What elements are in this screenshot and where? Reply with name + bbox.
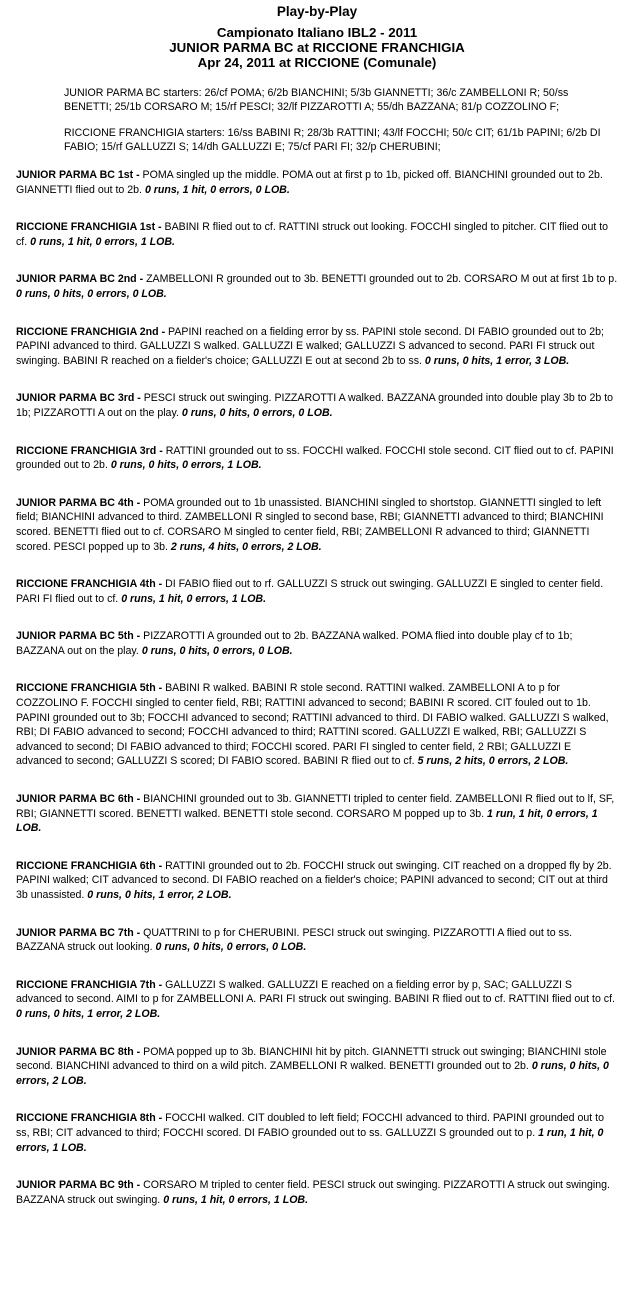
document-header bbox=[16, 4, 618, 70]
inning-summary: 0 runs, 1 hit, 0 errors, 1 LOB. bbox=[121, 592, 267, 605]
inning-team-label: RICCIONE FRANCHIGIA 6th - bbox=[16, 859, 166, 872]
inning-entry bbox=[16, 1178, 618, 1207]
inning-entry bbox=[16, 1111, 618, 1155]
inning-plays: CORSARO M tripled to center field. PESCI struck out swinging. PIZZAROTTI A struck out swinging. BAZZANA struck out swinging. bbox=[16, 1179, 610, 1206]
inning-entry bbox=[16, 168, 618, 197]
matchup-title: JUNIOR PARMA BC at RICCIONE FRANCHIGIA bbox=[169, 40, 465, 55]
inning-team-label: JUNIOR PARMA BC 7th - bbox=[16, 926, 144, 939]
inning-plays: GALLUZZI S walked. GALLUZZI E reached on a fielding error by p, SAC; GALLUZZI S advanced to second. AIMI to p for ZAMBELLONI A. PARI FI struck out swinging. BABINI R flied out to cf. RATTINI flied out to cf. bbox=[16, 978, 615, 1006]
inning-summary: 0 runs, 0 hits, 0 errors, 0 LOB. bbox=[155, 941, 307, 954]
inning-team-label: RICCIONE FRANCHIGIA 4th - bbox=[16, 578, 166, 591]
inning-plays: RATTINI grounded out to ss. FOCCHI walked. FOCCHI stole second. CIT flied out to cf. PAPINI grounded out to 2b. bbox=[16, 444, 614, 472]
inning-team-label: JUNIOR PARMA BC 1st - bbox=[16, 169, 143, 181]
inning-summary: 0 runs, 0 hits, 0 errors, 1 LOB. bbox=[110, 459, 262, 472]
inning-entry bbox=[16, 496, 618, 554]
inning-summary: 0 runs, 0 hits, 1 error, 2 LOB. bbox=[16, 1007, 161, 1020]
inning-entry bbox=[16, 681, 618, 769]
inning-entry bbox=[16, 220, 618, 249]
inning-summary: 0 runs, 0 hits, 1 error, 2 LOB. bbox=[87, 889, 232, 901]
inning-entry bbox=[16, 926, 618, 955]
inning-plays: PESCI struck out swinging. PIZZAROTTI A walked. BAZZANA grounded into double play 3b to 2b to 1b; PIZZAROTTI A out on the play. bbox=[16, 392, 614, 419]
inning-entry bbox=[16, 444, 618, 473]
inning-summary: 0 runs, 0 hits, 0 errors, 2 LOB. bbox=[16, 1060, 609, 1087]
inning-plays: QUATTRINI to p for CHERUBINI. PESCI struck out swinging. PIZZAROTTI A flied out to ss. BAZZANA struck out looking. bbox=[16, 926, 573, 954]
inning-summary: 1 run, 1 hit, 0 errors, 1 LOB. bbox=[16, 807, 598, 835]
inning-plays: BABINI R flied out to cf. RATTINI struck out looking. FOCCHI singled to pitcher. CIT flied out to cf. bbox=[16, 221, 609, 248]
inning-team-label: RICCIONE FRANCHIGIA 3rd - bbox=[16, 444, 166, 457]
inning-summary: 0 runs, 0 hits, 0 errors, 0 LOB. bbox=[16, 287, 167, 300]
inning-plays: FOCCHI walked. CIT doubled to left field; FOCCHI advanced to third. PAPINI grounded out to ss, RBI; CIT advanced to third; FOCCHI scored. DI FABIO grounded out to ss. GALLUZZI S grounded out to p. bbox=[16, 1112, 604, 1139]
innings-list bbox=[16, 168, 618, 1207]
inning-entry bbox=[16, 792, 618, 836]
inning-team-label: JUNIOR PARMA BC 3rd - bbox=[16, 392, 144, 405]
inning-entry bbox=[16, 629, 618, 658]
page-title: Play-by-Play bbox=[276, 4, 358, 19]
inning-plays: POMA singled up the middle. POMA out at first p to 1b, picked off. BIANCHINI grounded out to 2b. GIANNETTI flied out to 2b. bbox=[16, 169, 603, 196]
inning-plays: POMA popped up to 3b. BIANCHINI hit by pitch. GIANNETTI struck out swinging; BIANCHINI stole second. BIANCHINI advanced to third on a wild pitch. ZAMBELLONI R walked. BENETTI grounded out to 2b. bbox=[16, 1045, 607, 1073]
inning-entry bbox=[16, 859, 618, 903]
inning-team-label: JUNIOR PARMA BC 9th - bbox=[16, 1179, 144, 1192]
inning-summary: 5 runs, 2 hits, 0 errors, 2 LOB. bbox=[417, 755, 569, 768]
inning-entry bbox=[16, 325, 618, 369]
inning-entry bbox=[16, 1045, 618, 1089]
starters-section bbox=[16, 86, 618, 154]
inning-plays: PAPINI reached on a fielding error by ss. PAPINI stole second. DI FABIO grounded out to 2b; PAPINI advanced to third. GALLUZZI S walked. GALLUZZI E walked; GALLUZZI S advanced to second. PARI FI struck out swinging. BABINI R reached on a fielder's choice; GALLUZZI E out at second 2b to ss. bbox=[16, 325, 604, 367]
inning-plays: DI FABIO flied out to rf. GALLUZZI S struck out swinging. GALLUZZI E singled to center field. PARI FI flied out to cf. bbox=[16, 578, 604, 605]
home-starters: RICCIONE FRANCHIGIA starters: 16/ss BABINI R; 28/3b RATTINI; 43/lf FOCCHI; 50/c CIT; 61/1b PAPINI; 6/2b DI FABIO; 15/rf GALLUZZI S; 14/dh GALLUZZI E; 75/cf PARI FI; 32/p CHERUBINI; bbox=[64, 127, 601, 153]
inning-team-label: RICCIONE FRANCHIGIA 1st - bbox=[16, 221, 165, 234]
competition-title: Campionato Italiano IBL2 - 2011 bbox=[216, 25, 418, 40]
inning-team-label: JUNIOR PARMA BC 5th - bbox=[16, 630, 144, 643]
inning-entry bbox=[16, 577, 618, 606]
inning-summary: 0 runs, 1 hit, 0 errors, 0 LOB. bbox=[144, 183, 290, 196]
inning-team-label: JUNIOR PARMA BC 8th - bbox=[16, 1045, 144, 1058]
inning-summary: 0 runs, 0 hits, 1 error, 3 LOB. bbox=[424, 354, 570, 367]
inning-summary: 0 runs, 1 hit, 0 errors, 1 LOB. bbox=[163, 1193, 309, 1206]
away-starters: JUNIOR PARMA BC starters: 26/cf POMA; 6/2b BIANCHINI; 5/3b GIANNETTI; 36/c ZAMBELLONI R; 50/ss BENETTI; 25/1b CORSARO M; 15/rf PESCI; 32/lf PIZZAROTTI A; 55/dh BAZZANA; 81/p COZZOLINO F; bbox=[64, 87, 569, 113]
inning-summary: 0 runs, 0 hits, 0 errors, 0 LOB. bbox=[181, 406, 333, 419]
inning-plays: RATTINI grounded out to 2b. FOCCHI struck out swinging. CIT reached on a dropped fly by 2b. PAPINI walked; CIT advanced to second. DI FABIO reached on a fielder's choice; PAPINI advanced to second; CIT out at third 3b unassisted. bbox=[16, 859, 612, 901]
inning-team-label: RICCIONE FRANCHIGIA 5th - bbox=[16, 682, 166, 695]
date-venue: Apr 24, 2011 at RICCIONE (Comunale) bbox=[197, 55, 437, 70]
inning-team-label: RICCIONE FRANCHIGIA 8th - bbox=[16, 1112, 166, 1125]
inning-team-label: JUNIOR PARMA BC 2nd - bbox=[16, 273, 147, 286]
inning-plays: ZAMBELLONI R grounded out to 3b. BENETTI grounded out to 2b. CORSARO M out at first 1b to p. bbox=[146, 273, 618, 286]
inning-entry bbox=[16, 978, 618, 1022]
inning-entry bbox=[16, 272, 618, 301]
inning-summary: 1 run, 1 hit, 0 errors, 1 LOB. bbox=[16, 1126, 604, 1154]
inning-team-label: RICCIONE FRANCHIGIA 2nd - bbox=[16, 325, 169, 338]
inning-summary: 0 runs, 1 hit, 0 errors, 1 LOB. bbox=[30, 235, 175, 248]
inning-summary: 0 runs, 0 hits, 0 errors, 0 LOB. bbox=[141, 644, 293, 657]
inning-entry bbox=[16, 391, 618, 420]
inning-summary: 2 runs, 4 hits, 0 errors, 2 LOB. bbox=[170, 540, 322, 553]
inning-plays: POMA grounded out to 1b unassisted. BIANCHINI singled to shortstop. GIANNETTI singled to left field; BIANCHINI advanced to third. ZAMBELLONI R singled to second base, RBI; GIANNETTI advanced to third; BIANCHINI scored. BENETTI flied out to cf. CORSARO M singled to center field, RBI; ZAMBELLONI R advanced to third; GIANNETTI scored. PESCI popped up to 3b. bbox=[16, 496, 604, 553]
inning-team-label: RICCIONE FRANCHIGIA 7th - bbox=[16, 978, 166, 991]
inning-team-label: JUNIOR PARMA BC 4th - bbox=[16, 496, 144, 509]
inning-plays: PIZZAROTTI A grounded out to 2b. BAZZANA walked. POMA flied into double play cf to 1b; BAZZANA out on the play. bbox=[16, 630, 573, 657]
inning-plays: BIANCHINI grounded out to 3b. GIANNETTI tripled to center field. ZAMBELLONI R flied out to lf, SF, RBI; GIANNETTI scored. BENETTI walked. BENETTI stole second. CORSARO M popped up to 3b. bbox=[16, 793, 615, 820]
inning-plays: BABINI R walked. BABINI R stole second. RATTINI walked. ZAMBELLONI A to p for COZZOLINO F. FOCCHI singled to center field, RBI; RATTINI advanced to second; BABINI R scored. CIT fouled out to 1b. PAPINI grounded out to 3b; FOCCHI advanced to second; RATTINI advanced to third. DI FABIO walked. GALLUZZI S walked, RBI; DI FABIO advanced to second; FOCCHI advanced to third; RATTINI scored. GALLUZZI E walked, RBI; GALLUZZI S advanced to second; DI FABIO advanced to third; FOCCHI scored. PARI FI singled to center field, 2 RBI; GALLUZZI E advanced to second; GALLUZZI S scored; DI FABIO scored. BABINI R flied out to cf. bbox=[16, 682, 609, 768]
inning-team-label: JUNIOR PARMA BC 6th - bbox=[16, 793, 144, 806]
